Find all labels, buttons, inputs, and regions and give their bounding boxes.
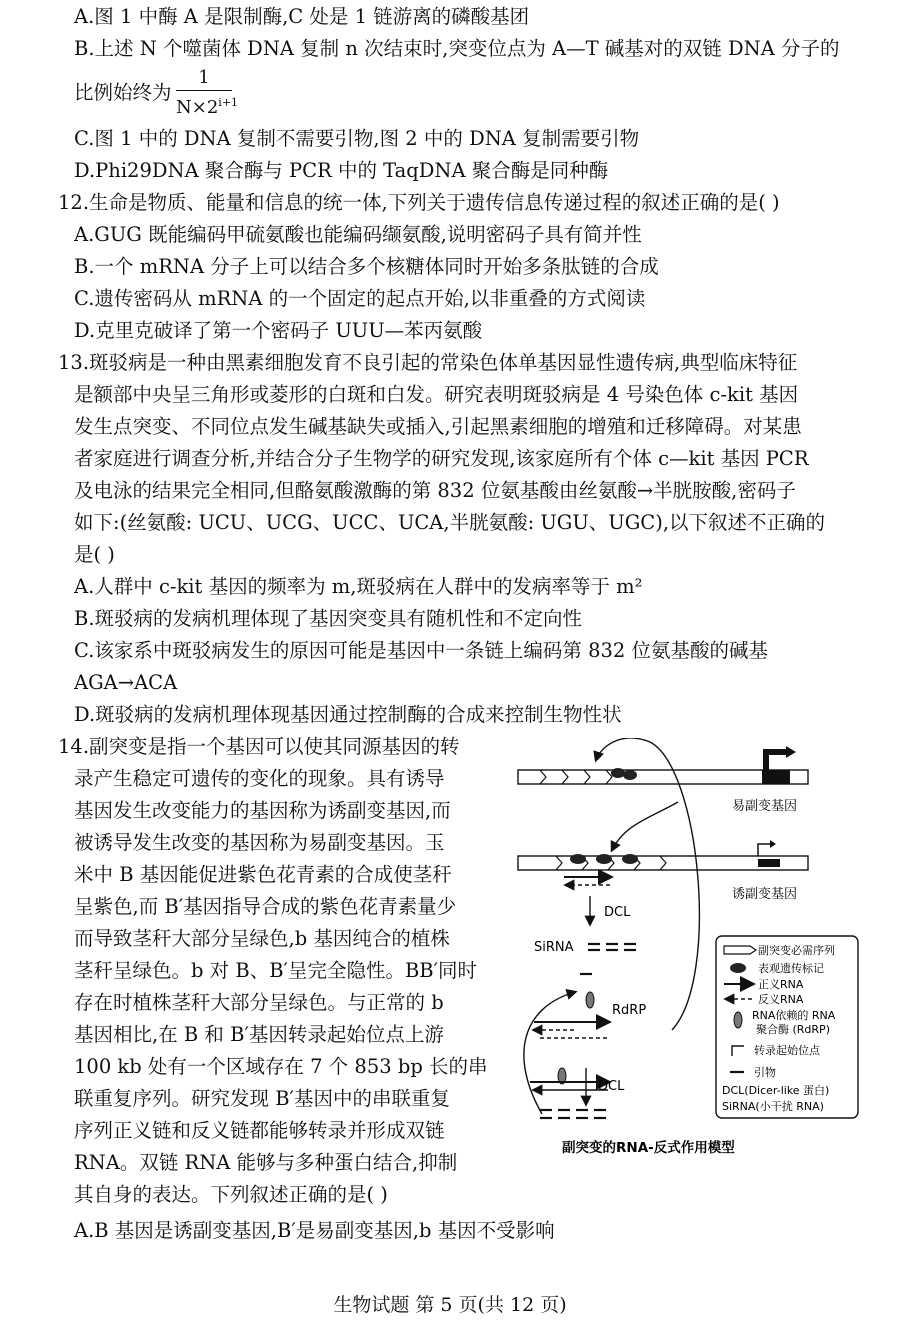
question-14-line5: 米中 B 基因能促进紫色花青素的合成使茎秆 — [74, 863, 452, 886]
page-footer: 生物试题 第 5 页(共 12 页) — [333, 1294, 567, 1316]
sirna-duplex-2 — [540, 1110, 606, 1118]
transcription-start-icon — [766, 752, 788, 770]
question-13-option-a: A.人群中 c-kit 基因的频率为 m,斑驳病在人群中的发病率等于 m² — [74, 575, 643, 598]
question-13-line4: 者家庭进行调查分析,并结合分子生物学的研究发现,该家庭所有个体 c—kit 基因 PCR — [74, 447, 809, 470]
question-13-option-c-line2: AGA→ACA — [74, 671, 178, 694]
paramutation-model-figure — [500, 738, 870, 1168]
question-14-line12: 联重复序列。研究发现 B′基因中的串联重复 — [74, 1087, 450, 1110]
question-13-line6: 如下:(丝氨酸: UCU、UCG、UCC、UCA,半胱氨酸: UGU、UGC),以下叙述不正确的 — [74, 511, 826, 534]
option-d-prev: D.Phi29DNA 聚合酶与 PCR 中的 TaqDNA 聚合酶是同种酶 — [74, 159, 609, 182]
question-12-option-a: A.GUG 既能编码甲硫氨酸也能编码缬氨酸,说明密码子具有简并性 — [74, 223, 642, 246]
svg-text:副突变必需序列: 副突变必需序列 — [758, 944, 835, 957]
option-a-prev: A.图 1 中酶 A 是限制酶,C 处是 1 链游离的磷酸基团 — [74, 5, 530, 28]
question-14-line9: 存在时植株茎秆大部分呈绿色。与正常的 b — [74, 991, 444, 1014]
fraction-bar — [176, 90, 232, 91]
figure-legend — [716, 936, 858, 1118]
question-14-line13: 序列正义链和反义链都能够转录并形成双链 — [74, 1119, 445, 1142]
svg-text:引物: 引物 — [754, 1066, 776, 1079]
question-13-option-d: D.斑驳病的发病机理体现基因通过控制酶的合成来控制生物性状 — [74, 703, 622, 726]
question-14-line2: 录产生稳定可遗传的变化的现象。具有诱导 — [74, 767, 445, 790]
option-b-prev-line2: 比例始终为 — [74, 81, 172, 104]
question-13-option-c-line1: C.该家系中斑驳病发生的原因可能是基因中一条链上编码第 832 位氨基酸的碱基 — [74, 639, 769, 662]
svg-text:正义RNA: 正义RNA — [758, 978, 804, 991]
svg-text:转录起始位点: 转录起始位点 — [754, 1044, 820, 1057]
question-13-line2: 是额部中央呈三角形或菱形的白斑和白发。研究表明斑驳病是 4 号染色体 c-kit 基因 — [74, 383, 799, 406]
svg-text:DCL(Dicer-like 蛋白): DCL(Dicer-like 蛋白) — [722, 1084, 830, 1097]
svg-text:RNA依赖的 RNA: RNA依赖的 RNA — [752, 1009, 836, 1022]
sirna-duplex — [588, 944, 636, 950]
svg-text:聚合酶 (RdRP): 聚合酶 (RdRP) — [756, 1023, 830, 1036]
question-12-option-d: D.克里克破译了第一个密码子 UUU—苯丙氨酸 — [74, 319, 483, 342]
option-b-prev-line1: B.上述 N 个噬菌体 DNA 复制 n 次结束时,突变位点为 A—T 碱基对的双链 DNA 分子的 — [74, 37, 840, 60]
question-13-option-b: B.斑驳病的发病机理体现了基因突变具有随机性和不定向性 — [74, 607, 583, 630]
inducing-gene-bar — [518, 840, 808, 870]
question-12-option-c: C.遗传密码从 mRNA 的一个固定的起点开始,以非重叠的方式阅读 — [74, 287, 646, 310]
epigenetic-mark-icon — [611, 768, 625, 778]
question-14-option-a: A.B 基因是诱副变基因,B′是易副变基因,b 基因不受影响 — [74, 1219, 555, 1242]
question-14-line4: 被诱导发生改变的基因称为易副变基因。玉 — [74, 831, 445, 854]
question-13-line5: 及电泳的结果完全相同,但酪氨酸激酶的第 832 位氨基酸由丝氨酸→半胱胺酸,密码子 — [74, 479, 796, 502]
epigenetic-mark-legend-icon — [730, 963, 746, 973]
question-13-line7: 是( ) — [74, 543, 115, 566]
dcl-label-1: DCL — [604, 905, 631, 920]
question-14-line14: RNA。双链 RNA 能够与多种蛋白结合,抑制 — [74, 1151, 458, 1174]
essential-sequence-icon — [724, 946, 756, 954]
option-c-prev: C.图 1 中的 DNA 复制不需要引物,图 2 中的 DNA 复制需要引物 — [74, 127, 640, 150]
dcl-label-2: DCL — [598, 1079, 625, 1094]
question-13-line3: 发生点突变、不同位点发生碱基缺失或插入,引起黑素细胞的增殖和迁移障碍。对某患 — [74, 415, 802, 438]
figure-caption: 副突变的RNA-反式作用模型 — [562, 1140, 735, 1156]
svg-text:表观遗传标记: 表观遗传标记 — [758, 962, 824, 975]
question-14-line10: 基因相比,在 B 和 B′基因转录起始位点上游 — [74, 1023, 444, 1046]
svg-text:SiRNA(小干扰 RNA): SiRNA(小干扰 RNA) — [722, 1100, 824, 1113]
question-14-line3: 基因发生改变能力的基因称为诱副变基因,而 — [74, 799, 451, 822]
fraction — [176, 67, 239, 118]
rdrp-icon — [586, 992, 594, 1008]
question-14-line11: 100 kb 处有一个区域存在 7 个 853 bp 长的串 — [74, 1055, 488, 1078]
question-14-line6: 呈紫色,而 B′基因指导合成的紫色花青素量少 — [74, 895, 457, 918]
fraction-denominator: $N\times 2^{i+1}$ — [176, 96, 239, 118]
svg-text:反义RNA: 反义RNA — [758, 993, 804, 1006]
inducing-gene-label: 诱副变基因 — [732, 887, 798, 902]
question-14-line7: 而导致茎秆大部分呈绿色,b 基因纯合的植株 — [74, 927, 450, 950]
sirna-label: SiRNA — [534, 940, 574, 955]
question-12-stem: 12.生命是物质、能量和信息的统一体,下列关于遗传信息传递过程的叙述正确的是( ) — [58, 191, 780, 214]
easy-gene-label: 易副变基因 — [732, 799, 798, 814]
question-14-line8: 茎秆呈绿色。b 对 B、B′呈完全隐性。BB′同时 — [74, 959, 478, 982]
question-14-line1: 14.副突变是指一个基因可以使其同源基因的转 — [58, 735, 460, 758]
question-12-option-b: B.一个 mRNA 分子上可以结合多个核糖体同时开始多条肽链的合成 — [74, 255, 659, 278]
rdrp-label: RdRP — [612, 1003, 647, 1018]
fraction-numerator: 1 — [198, 67, 210, 88]
easy-gene-bar — [518, 746, 808, 784]
question-14-line15: 其自身的表达。下列叙述正确的是( ) — [74, 1183, 388, 1206]
question-13-line1: 13.斑驳病是一种由黑素细胞发育不良引起的常染色体单基因显性遗传病,典型临床特征 — [58, 351, 798, 374]
rdrp-legend-icon — [734, 1012, 742, 1028]
